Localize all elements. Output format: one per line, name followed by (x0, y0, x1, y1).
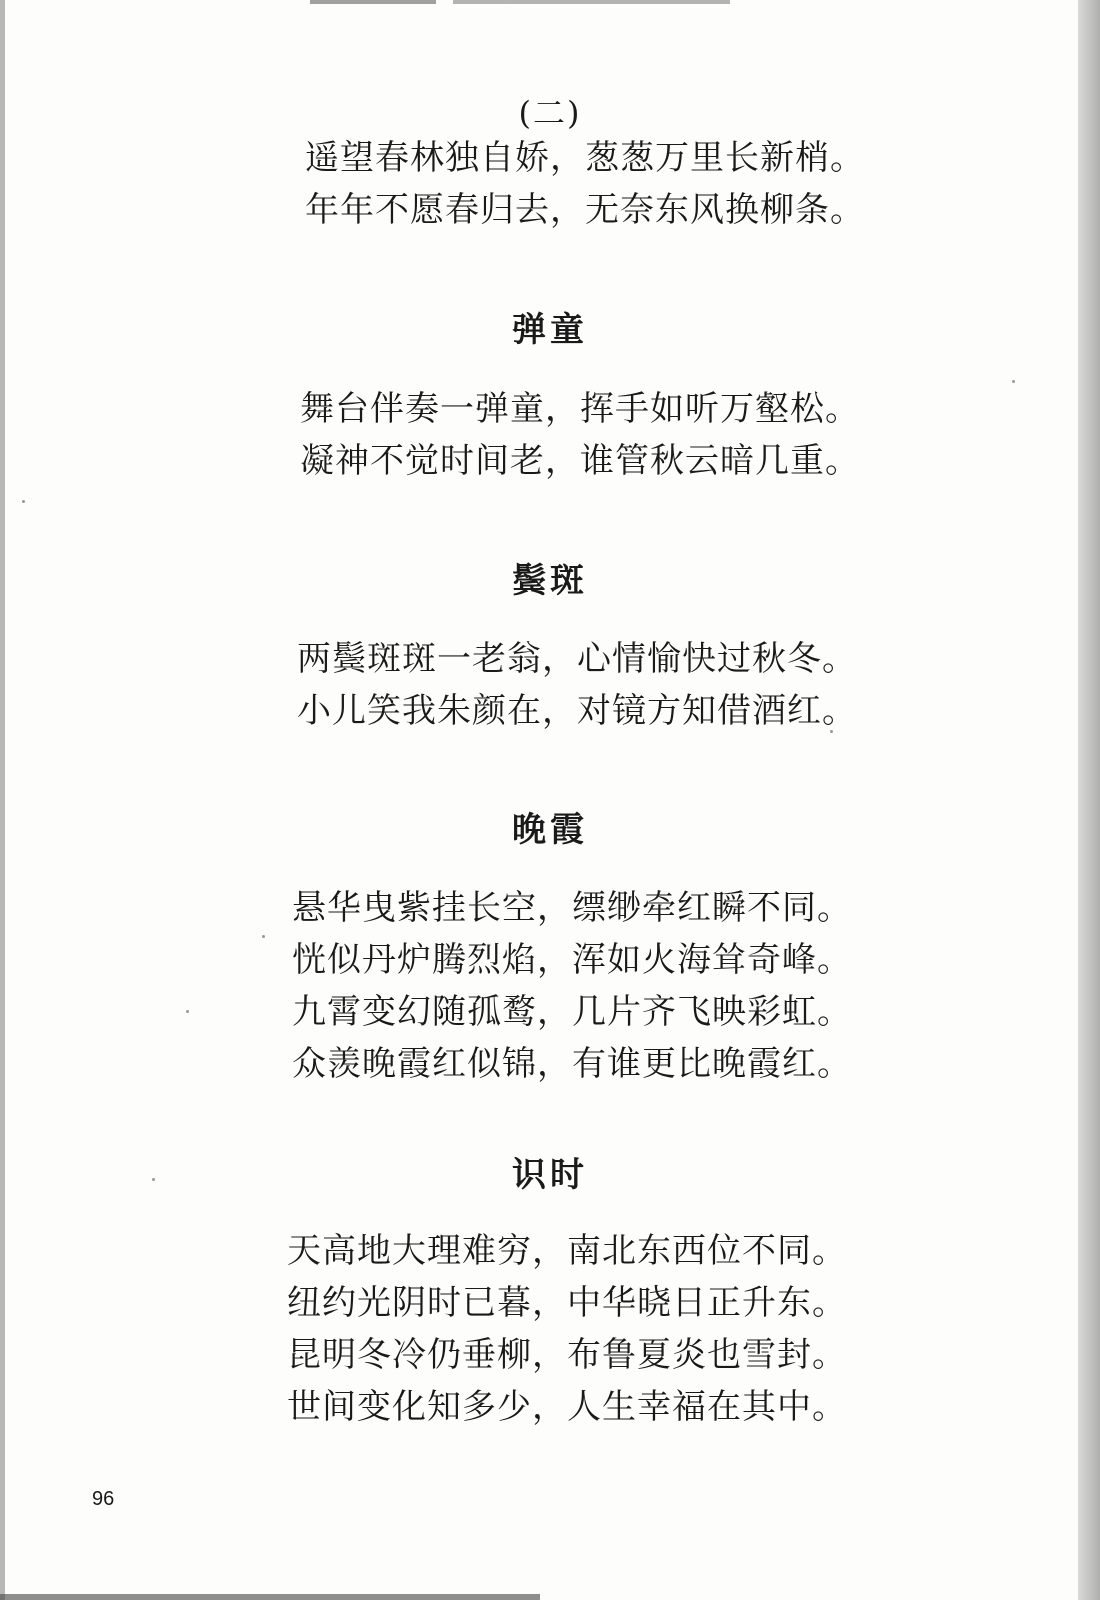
verse-line: 天高地大理难穷，南北东西位不同。 (287, 1231, 847, 1271)
verse-line: 恍似丹炉腾烈焰，浑如火海耸奇峰。 (292, 940, 852, 980)
verse-line: 众羡晚霞红似锦，有谁更比晚霞红。 (292, 1044, 852, 1084)
verse-line: 昆明冬冷仍垂柳，布鲁夏炎也雪封。 (287, 1335, 847, 1375)
verse-line: 遥望春林独自娇，葱葱万里长新梢。 (305, 138, 865, 178)
verse-line: 世间变化知多少，人生幸福在其中。 (287, 1387, 847, 1427)
scan-speck (1012, 380, 1015, 383)
verse-line: 小儿笑我朱颜在，对镜方知借酒红。 (297, 691, 857, 731)
scan-edge-bottom (0, 1594, 540, 1600)
poem-verse (300, 383, 860, 487)
scan-speck (262, 935, 265, 938)
scan-edge-right (1078, 0, 1100, 1600)
scan-edge-left (0, 0, 5, 1600)
scan-speck (22, 500, 25, 503)
verse-line: 纽约光阴时已暮，中华晓日正升东。 (287, 1283, 847, 1323)
scan-speck (186, 1010, 189, 1013)
verse-line: 两鬓斑斑一老翁，心情愉快过秋冬。 (297, 639, 857, 679)
poem-title: 鬓斑 (512, 561, 588, 601)
scan-edge-top (310, 0, 730, 4)
poem-title: 弹童 (512, 310, 588, 350)
poem-title: 识时 (512, 1155, 588, 1195)
verse-line: 九霄变幻随孤鹜，几片齐飞映彩虹。 (292, 992, 852, 1032)
verse-line: 舞台伴奏一弹童，挥手如听万壑松。 (300, 389, 860, 429)
poem-verse (297, 633, 857, 737)
poem-verse (292, 882, 852, 1090)
verse-line: 凝神不觉时间老，谁管秋云暗几重。 (300, 441, 860, 481)
poem-verse (305, 132, 865, 236)
verse-line: 悬华曳紫挂长空，缥缈牵红瞬不同。 (292, 888, 852, 928)
page-number: 96 (92, 1488, 115, 1510)
verse-line: 年年不愿春归去，无奈东风换柳条。 (305, 190, 865, 230)
poem-title: 晚霞 (512, 810, 588, 850)
poem-verse (287, 1225, 847, 1433)
poem-subtitle: (二) (518, 94, 582, 132)
